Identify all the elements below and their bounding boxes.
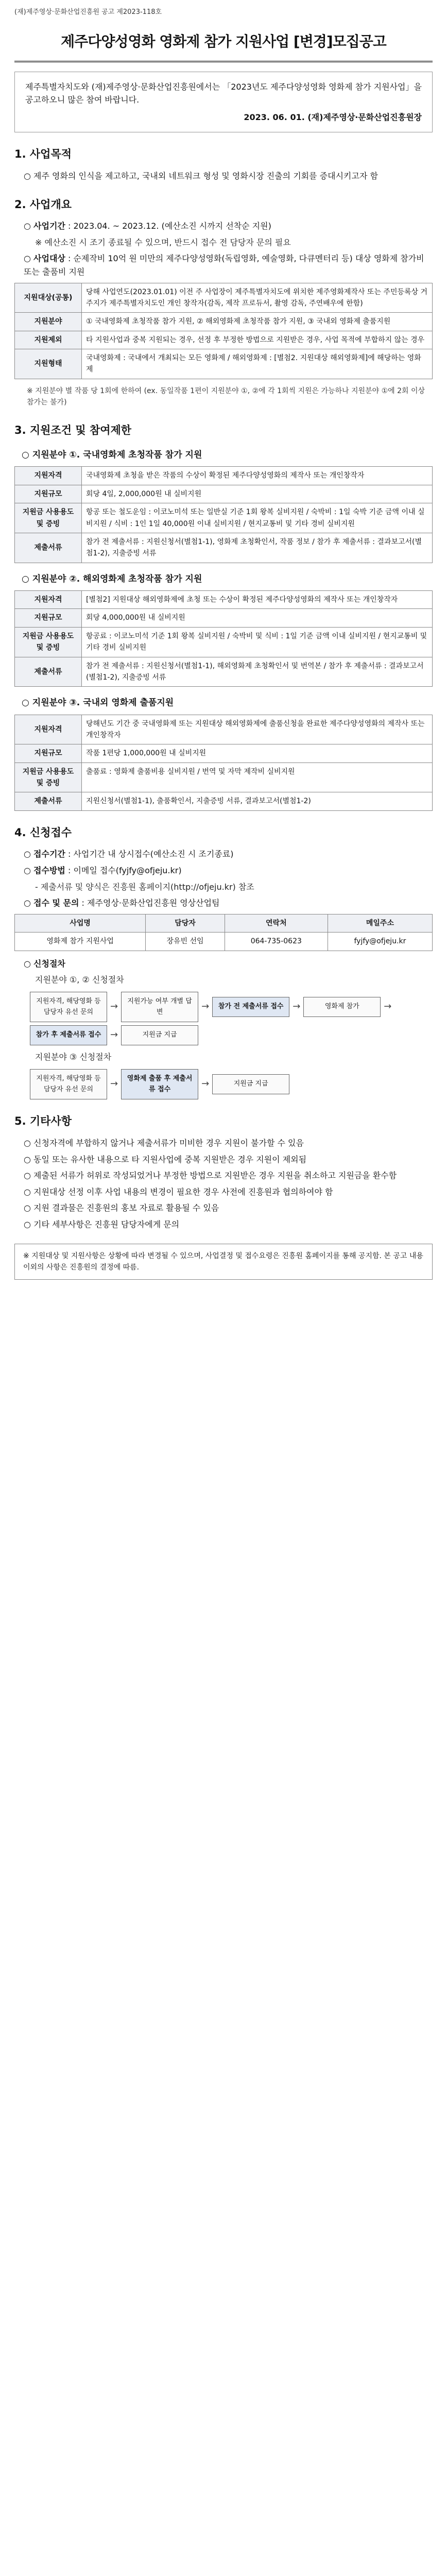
period-row: ○ 사업기간 : 2023.04. ~ 2023.12. (예산소진 시까지 선착순 지원) xyxy=(24,221,271,231)
etc-text: 지원대상 선정 이후 사업 내용의 변경이 필요한 경우 사전에 진흥원과 협의하여야 함 xyxy=(33,1187,333,1197)
table-header: 사업명 xyxy=(15,914,146,932)
apply-value: 사업기간 내 상시접수(예산소진 시 조기종료) xyxy=(73,849,234,859)
table-row xyxy=(15,503,433,533)
table-row xyxy=(15,313,433,331)
process-title-text: 신청절차 xyxy=(33,958,65,969)
table-cell: 영화제 참가 지원사업 xyxy=(15,933,146,951)
target-row: ○ 사업대상 : 순제작비 10억 원 미만의 제주다양성영화(독립영화, 예술영화, 다큐멘터리 등) 대상 영화제 참가비 또는 출품비 지원 xyxy=(24,253,424,277)
etc-item: ○ 지원 결과물은 진흥원의 홍보 자료로 활용될 수 있음 xyxy=(24,1203,219,1213)
table-row xyxy=(15,914,433,932)
field-2-table xyxy=(14,590,433,687)
table-row xyxy=(15,590,433,608)
apply-label: 접수 및 문의 xyxy=(33,898,79,908)
period-note: ※ 예산소진 시 조기 종료될 수 있으며, 반드시 접수 전 담당자 문의 필요 xyxy=(35,237,291,247)
section-1-text: ○ 제주 영화의 인식을 제고하고, 국내외 네트워크 형성 및 영화시장 진출의 기회를 증대시키고자 함 xyxy=(24,171,378,181)
etc-text: 제출된 서류가 허위로 작성되었거나 부정한 방법으로 지원받은 경우 지원을 취소하고 지원금을 환수함 xyxy=(33,1171,397,1181)
table-row xyxy=(15,331,433,349)
table-header: 메일주소 xyxy=(328,914,432,932)
table-cell: 출품료 : 영화제 출품비용 실비지원 / 번역 및 자막 제작비 실비지원 xyxy=(82,762,433,792)
table-header: 지원자격 xyxy=(15,715,82,744)
apply-value: 제출서류 및 양식은 진흥원 홈페이지(http://ofjeju.kr) 참조 xyxy=(40,882,254,892)
flow-a-label: 지원분야 ①, ② 신청절차 xyxy=(35,975,124,985)
overview-note: ※ 지원분야 별 작품 당 1회에 한하여 (ex. 동일작품 1편이 지원분야 ①, ②에 각 1회씩 지원은 가능하나 지원분야 ①에 2회 이상 참가는 불가) xyxy=(27,386,425,407)
intro-date: 2023. 06. 01. (재)제주영상·문화산업진흥원장 xyxy=(244,112,422,122)
apply-row: ○ 접수기간 : 사업기간 내 상시접수(예산소진 시 조기종료) xyxy=(24,849,234,859)
period-label: 사업기간 xyxy=(33,221,65,231)
table-row xyxy=(15,744,433,762)
table-row xyxy=(15,349,433,379)
table-row xyxy=(15,657,433,687)
table-row xyxy=(15,283,433,313)
field-1-table xyxy=(14,466,433,563)
table-cell: 항공 또는 철도운임 : 이코노미석 또는 일반실 기준 1회 왕복 실비지원 / 숙박비 : 1일 숙박 기준 금액 이내 실비지원 / 식비 : 1인 1일 40,000원 이내 실비지원 / 현지교통비 및 기타 경비 실비지원 xyxy=(82,503,433,533)
table-row xyxy=(15,627,433,657)
overview-table xyxy=(14,283,433,379)
flow-step: 지원금 지급 xyxy=(121,1025,198,1045)
table-cell: 회당 4일, 2,000,000원 내 실비지원 xyxy=(82,485,433,503)
etc-text: 동일 또는 유사한 내용으로 타 지원사업에 중복 지원받은 경우 지원이 제외됨 xyxy=(33,1154,307,1164)
section-2-title: 2. 사업개요 xyxy=(14,198,72,211)
table-header: 지원규모 xyxy=(15,609,82,627)
table-row xyxy=(15,792,433,810)
table-row xyxy=(15,933,433,951)
page-title: 제주다양성영화 영화제 참가 지원사업 [변경]모집공고 xyxy=(14,25,433,62)
flow-step: 지원자격, 해당영화 등 담당자 유선 문의 xyxy=(30,992,107,1023)
table-header: 지원제외 xyxy=(15,331,82,349)
table-header: 제출서류 xyxy=(15,657,82,687)
section-3-title: 3. 지원조건 및 참여제한 xyxy=(14,423,132,436)
contact-table xyxy=(14,914,433,951)
flow-c xyxy=(30,1069,433,1100)
field-2-title: ○ 지원분야 ②. 해외영화제 초청작품 참가 지원 xyxy=(22,573,202,584)
apply-value[interactable]: 이메일 접수(fyjfy@ofjeju.kr) xyxy=(73,866,182,876)
table-cell: 참가 전 제출서류 : 지원신청서(별첨1-1), 영화제 초청확인서, 작품 정보 / 참가 후 제출서류 : 결과보고서(별첨1-2), 지출증빙 서류 xyxy=(82,533,433,563)
arrow-right-icon: → xyxy=(110,1001,118,1012)
footer-note: ※ 지원대상 및 지원사항은 상황에 따라 변경될 수 있으며, 사업결정 및 접수요령은 진흥원 홈페이지를 통해 공지함. 본 공고 내용 이외의 사항은 진흥원의 결정에 따름. xyxy=(14,1244,433,1280)
flow-step: 영화제 출품 후 제출서류 접수 xyxy=(121,1069,198,1100)
table-row xyxy=(15,762,433,792)
flow-c-label: 지원분야 ③ 신청절차 xyxy=(35,1052,112,1062)
table-cell: ① 국내영화제 초청작품 참가 지원, ② 해외영화제 초청작품 참가 지원, ③ 국내외 영화제 출품지원 xyxy=(82,313,433,331)
etc-item: ○ 기타 세부사항은 진흥원 담당자에게 문의 xyxy=(24,1219,180,1229)
etc-item: ○ 제출된 서류가 허위로 작성되었거나 부정한 방법으로 지원받은 경우 지원을 취소하고 지원금을 환수함 xyxy=(24,1171,397,1181)
table-header: 연락처 xyxy=(225,914,328,932)
field-3-title: ○ 지원분야 ③. 국내외 영화제 출품지원 xyxy=(22,698,174,708)
table-cell: 항공료 : 이코노미석 기준 1회 왕복 실비지원 / 숙박비 및 식비 : 1일 기준 금액 이내 실비지원 / 현지교통비 및 기타 경비 실비지원 xyxy=(82,627,433,657)
section-1-title: 1. 사업목적 xyxy=(14,148,72,161)
etc-item: ○ 신청자격에 부합하지 않거나 제출서류가 미비한 경우 지원이 불가할 수 있음 xyxy=(24,1138,304,1148)
intro-box xyxy=(14,72,433,133)
period-note-text: 예산소진 시 조기 종료될 수 있으며, 반드시 접수 전 담당자 문의 필요 xyxy=(44,237,291,247)
field-1-title: ○ 지원분야 ①. 국내영화제 초청작품 참가 지원 xyxy=(22,450,202,461)
table-row xyxy=(15,467,433,485)
arrow-right-icon: → xyxy=(293,1001,301,1012)
arrow-right-icon: → xyxy=(110,1029,118,1041)
table-header: 지원대상(공통) xyxy=(15,283,82,313)
table-header: 지원금 사용용도 및 증빙 xyxy=(15,627,82,657)
field-1-title-text: 지원분야 ①. 국내영화제 초청작품 참가 지원 xyxy=(32,450,202,461)
flow-step: 지원자격, 해당영화 등 담당자 유선 문의 xyxy=(30,1069,107,1100)
target-value: 순제작비 10억 원 미만의 제주다양성영화(독립영화, 예술영화, 다큐멘터리 등) 대상 영화제 참가비 또는 출품비 지원 xyxy=(24,253,424,277)
table-cell: 타 지원사업과 중복 지원되는 경우, 선정 후 부정한 방법으로 지원받은 경우, 사업 목적에 부합하지 않는 경우 xyxy=(82,331,433,349)
flow-step: 지원가능 여부 개별 답변 xyxy=(121,992,198,1023)
table-cell: [별첨2] 지원대상 해외영화제에 초청 또는 수상이 확정된 제주다양성영화의 제작사 또는 개인창작자 xyxy=(82,590,433,608)
flow-step: 지원금 지급 xyxy=(212,1074,289,1094)
table-header: 지원규모 xyxy=(15,744,82,762)
table-header: 지원금 사용용도 및 증빙 xyxy=(15,503,82,533)
table-cell: 지원신청서(별첨1-1), 출품확인서, 지출증빙 서류, 결과보고서(별첨1-2) xyxy=(82,792,433,810)
apply-value: 제주영상·문화산업진흥원 영상산업팀 xyxy=(87,898,220,908)
target-label: 사업대상 xyxy=(33,253,65,264)
table-header: 담당자 xyxy=(146,914,225,932)
table-cell: 당해년도 기간 중 국내영화제 또는 지원대상 해외영화제에 출품신청을 완료한 제주다양성영화의 제작사 또는 개인창작자 xyxy=(82,715,433,744)
etc-text: 기타 세부사항은 진흥원 담당자에게 문의 xyxy=(33,1219,180,1229)
arrow-right-icon: → xyxy=(201,1078,210,1090)
purpose-text: 제주 영화의 인식을 제고하고, 국내외 네트워크 형성 및 영화시장 진출의 기회를 증대시키고자 함 xyxy=(33,171,378,181)
notice-number: (재)제주영상·문화산업진흥원 공고 제2023-118호 xyxy=(14,8,162,16)
table-row xyxy=(15,715,433,744)
table-header: 지원자격 xyxy=(15,590,82,608)
table-header: 지원형태 xyxy=(15,349,82,379)
table-header: 지원자격 xyxy=(15,467,82,485)
flow-step: 영화제 참가 xyxy=(303,997,381,1017)
period-value: 2023.04. ~ 2023.12. (예산소진 시까지 선착순 지원) xyxy=(73,221,271,231)
etc-text: 신청자격에 부합하지 않거나 제출서류가 미비한 경우 지원이 불가할 수 있음 xyxy=(33,1138,304,1148)
etc-text: 지원 결과물은 진흥원의 홍보 자료로 활용될 수 있음 xyxy=(33,1203,219,1213)
etc-item: ○ 동일 또는 유사한 내용으로 타 지원사업에 중복 지원받은 경우 지원이 제외됨 xyxy=(24,1154,307,1164)
table-cell: 장유빈 선임 xyxy=(146,933,225,951)
table-header: 제출서류 xyxy=(15,792,82,810)
table-cell: fyjfy@ofjeju.kr xyxy=(328,933,432,951)
intro-text: 제주특별자치도와 (재)제주영상·문화산업진흥원에서는 「2023년도 제주다양성영화 영화제 참가 지원사업」을 공고하오니 많은 참여 바랍니다. xyxy=(25,81,422,105)
flow-step: 참가 후 제출서류 접수 xyxy=(30,1025,107,1045)
apply-row: - 제출서류 및 양식은 진흥원 홈페이지(http://ofjeju.kr) 참조 xyxy=(35,882,254,892)
apply-label: 접수기간 xyxy=(33,849,65,859)
section-4-title: 4. 신청접수 xyxy=(14,826,72,839)
table-cell: 국내영화제 초청을 받은 작품의 수상이 확정된 제주다양성영화의 제작사 또는 개인창작자 xyxy=(82,467,433,485)
table-row xyxy=(15,533,433,563)
field-3-title-text: 지원분야 ③. 국내외 영화제 출품지원 xyxy=(32,698,174,708)
table-cell: 참가 전 제출서류 : 지원신청서(별첨1-1), 해외영화제 초청확인서 및 번역본 / 참가 후 제출서류 : 결과보고서(별첨1-2), 지출증빙 서류 xyxy=(82,657,433,687)
etc-item: ○ 지원대상 선정 이후 사업 내용의 변경이 필요한 경우 사전에 진흥원과 협의하여야 함 xyxy=(24,1187,333,1197)
table-row xyxy=(15,609,433,627)
table-cell: 회당 4,000,000원 내 실비지원 xyxy=(82,609,433,627)
field-2-title-text: 지원분야 ②. 해외영화제 초청작품 참가 지원 xyxy=(32,573,202,584)
section-5-title: 5. 기타사항 xyxy=(14,1115,72,1128)
flow-a xyxy=(30,992,433,1045)
table-cell: 당해 사업연도(2023.01.01) 이전 주 사업장이 제주특별자치도에 위치한 제주영화제작사 또는 주민등록상 거주지가 제주특별자치도인 개인 창작자(감독, 제작 프로듀서, 촬영 감독, 주연배우에 한함) xyxy=(82,283,433,313)
process-title: ○ 신청절차 xyxy=(24,958,65,969)
table-cell: 064-735-0623 xyxy=(225,933,328,951)
table-cell: 국내영화제 : 국내에서 개최되는 모든 영화제 / 해외영화제 : [별첨2. 지원대상 해외영화제]에 해당하는 영화제 xyxy=(82,349,433,379)
table-header: 지원규모 xyxy=(15,485,82,503)
field-3-table xyxy=(14,715,433,811)
arrow-right-icon: → xyxy=(384,1001,392,1012)
table-cell: 작품 1편당 1,000,000원 내 실비지원 xyxy=(82,744,433,762)
arrow-right-icon: → xyxy=(110,1078,118,1090)
table-header: 지원분야 xyxy=(15,313,82,331)
flow-step: 참가 전 제출서류 접수 xyxy=(212,997,289,1017)
apply-row: ○ 접수 및 문의 : 제주영상·문화산업진흥원 영상산업팀 xyxy=(24,898,220,908)
apply-label: 접수방법 xyxy=(33,866,65,876)
apply-row: ○ 접수방법 : 이메일 접수(fyjfy@ofjeju.kr) xyxy=(24,866,182,876)
arrow-right-icon: → xyxy=(201,1001,210,1012)
table-row xyxy=(15,485,433,503)
table-header: 지원금 사용용도 및 증빙 xyxy=(15,762,82,792)
table-header: 제출서류 xyxy=(15,533,82,563)
